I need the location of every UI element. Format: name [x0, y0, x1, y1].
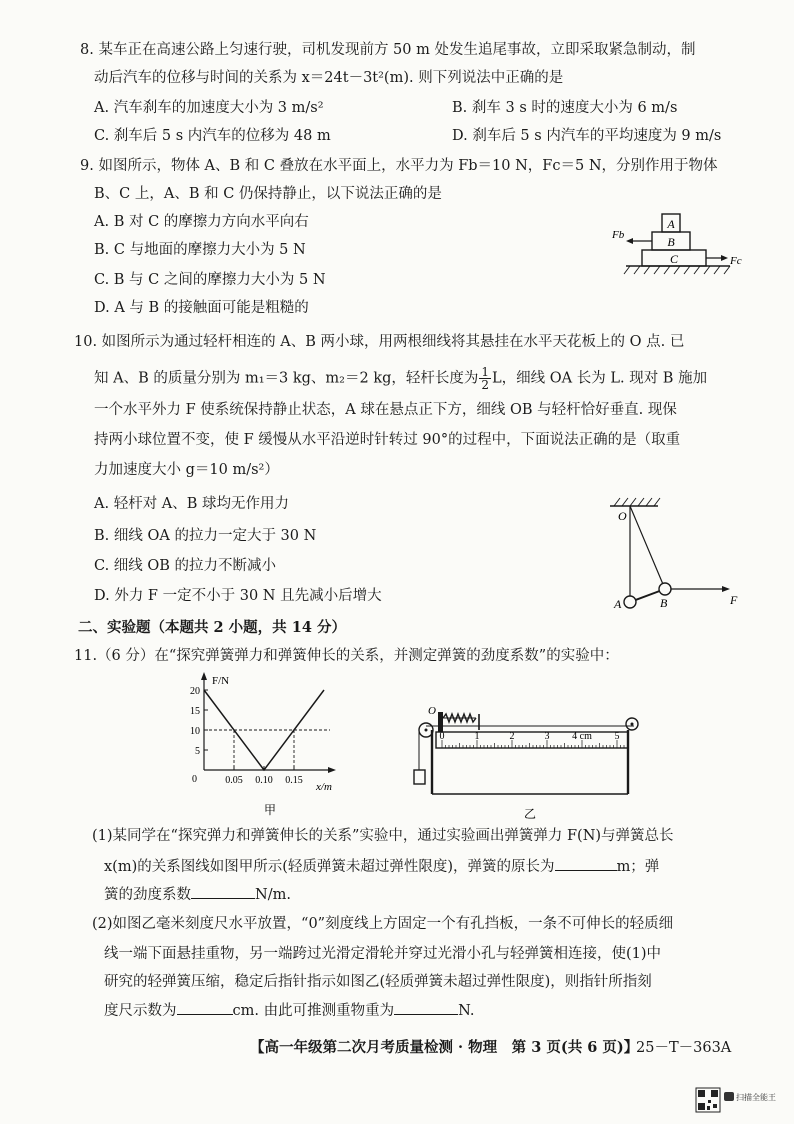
q10-option-a: A. 轻杆对 A、B 球均无作用力	[94, 496, 290, 512]
q10-stem-line2	[94, 366, 707, 391]
x-tick-label: 0.05	[225, 775, 243, 786]
q10-stem-line2-part1: 知 A、B 的质量分别为 m₁＝3 kg、m₂＝2 kg，轻杆长度为	[94, 370, 479, 387]
y-axis-arrowhead	[201, 672, 207, 680]
x-tick-label: 0.15	[285, 775, 303, 786]
force-f-arrowhead	[722, 586, 730, 592]
q11-part1-line1: (1)某同学在“探究弹力和弹簧伸长的关系”实验中，通过实验画出弹簧弹力 F(N)与弹簧总长	[92, 828, 674, 844]
force-fc-label: Fc	[730, 255, 742, 267]
origin-label: 0	[192, 774, 197, 785]
q11-part1-line3-text: 簧的劲度系数	[104, 887, 191, 903]
q11-part2-line4	[104, 1000, 474, 1021]
force-fc-arrowhead	[721, 255, 728, 261]
answer-blank-original-length[interactable]	[555, 856, 617, 871]
string-ob	[630, 506, 665, 589]
q9-stem-line2: B、C 上，A、B 和 C 仍保持静止，以下说法正确的是	[94, 186, 442, 202]
x-axis-label: x/m	[316, 781, 332, 793]
q11-part1-line3	[104, 884, 291, 905]
q8-option-a: A. 汽车刹车的加速度大小为 3 m/s²	[94, 100, 324, 116]
ceiling-hatching	[614, 498, 660, 506]
y-tick-label: 15	[190, 706, 200, 717]
pulley-left-axle	[425, 729, 428, 732]
ball-b-label: B	[660, 596, 668, 610]
q11-part2-line1: (2)如图乙毫米刻度尺水平放置，“0”刻度线上方固定一个有孔挡板，一条不可伸长的轻质细	[92, 916, 674, 932]
ground-hatching	[624, 266, 730, 274]
q10-option-c: C. 细线 OB 的拉力不断减小	[94, 558, 277, 574]
q10-pendulum-figure	[596, 490, 746, 614]
point-o-label: O	[618, 509, 627, 523]
fraction-denominator: 2	[481, 378, 490, 392]
y-tick-label: 20	[190, 686, 200, 697]
figure-jia-caption: 甲	[263, 803, 277, 817]
q10-option-b: B. 细线 OA 的拉力一定大于 30 N	[94, 528, 317, 544]
q8-stem-line2: 动后汽车的位移与时间的关系为 x＝24t－3t²(m). 则下列说法中正确的是	[94, 70, 564, 86]
q10-option-d: D. 外力 F 一定不小于 30 N 且先减小后增大	[94, 588, 382, 604]
q11-part1-line2-unit: m；弹	[616, 859, 660, 875]
q10-stem-line3: 一个水平外力 F 使系统保持静止状态，A 球在悬点正下方，细线 OB 与轻杆恰好垂直. 现保	[94, 402, 677, 418]
reference-dashed-lines	[204, 730, 330, 770]
hanging-weight	[414, 770, 425, 784]
q8-stem-line1: 8. 某车正在高速公路上匀速行驶，司机发现前方 50 m 处发生追尾事故，立即采取紧急制动，制	[80, 42, 696, 58]
q9-option-a: A. B 对 C 的摩擦力方向水平向右	[94, 214, 309, 230]
scanner-app-label: 扫描全能王	[736, 1093, 776, 1102]
q8-option-c: C. 刹车后 5 s 内汽车的位移为 48 m	[94, 128, 331, 144]
block-c-label: C	[669, 252, 679, 266]
q9-stacked-blocks-figure	[606, 208, 756, 288]
q10-stem-line2-part2: L，细线 OA 长为 L. 现对 B 施加	[492, 370, 708, 387]
q8-option-b: B. 刹车 3 s 时的速度大小为 6 m/s	[452, 100, 678, 116]
force-fb-arrowhead	[626, 238, 633, 244]
page-footer-code: 25－T－363A	[636, 1040, 732, 1056]
q9-option-d: D. A 与 B 的接触面可能是粗糙的	[94, 300, 309, 316]
ruler-tick-label: 5	[614, 731, 620, 742]
answer-blank-ruler-reading[interactable]	[177, 1000, 233, 1015]
ruler-tick-label: 4 cm	[572, 731, 592, 742]
ball-a-label: A	[614, 597, 622, 611]
q11-figure-yi-apparatus	[406, 700, 646, 822]
q11-part2-line4-text: 度尺示数为	[104, 1003, 177, 1019]
q11-part2-line4-unit: N.	[458, 1003, 475, 1019]
block-a-label: A	[667, 217, 675, 231]
fraction-numerator: 1	[481, 365, 490, 379]
q8-option-d: D. 刹车后 5 s 内汽车的平均速度为 9 m/s	[452, 128, 722, 144]
ruler-tick-label: 2	[509, 731, 515, 742]
answer-blank-weight[interactable]	[394, 1000, 458, 1015]
q11-stem: 11.（6 分）在“探究弹簧弹力和弹簧伸长的关系，并测定弹簧的劲度系数”的实验中：	[74, 648, 619, 664]
q11-part1-line2	[104, 856, 659, 877]
ruler-tick-label: 1	[474, 731, 480, 742]
q10-stem-line4: 持两小球位置不变，使 F 缓慢从水平沿逆时针转过 90°的过程中，下面说法正确的是（取重	[94, 432, 681, 448]
point-o-label: O	[428, 705, 436, 717]
x-tick-label: 0.10	[255, 775, 273, 786]
section-experiment-title: 二、实验题（本题共 2 小题，共 14 分）	[78, 619, 346, 636]
q11-part2-line4-mid: cm. 由此可推测重物重为	[232, 1003, 395, 1019]
q11-part1-line2-text: x(m)的关系图线如图甲所示(轻质弹簧未超过弹性限度)，弹簧的原长为	[104, 859, 555, 875]
ruler-tick-label: 0	[439, 731, 445, 742]
q9-option-c: C. B 与 C 之间的摩擦力大小为 5 N	[94, 272, 326, 288]
q9-option-b: B. C 与地面的摩擦力大小为 5 N	[94, 242, 306, 258]
ruler-tick-label: 3	[544, 731, 550, 742]
q9-stem-line1: 9. 如图所示，物体 A、B 和 C 叠放在水平面上，水平力为 Fb＝10 N，Fc＝5 N，分别作用于物体	[80, 158, 718, 174]
spring	[443, 714, 476, 722]
y-axis-label: F/N	[212, 675, 230, 687]
force-f-label: F	[730, 593, 738, 607]
y-tick-label: 10	[190, 726, 200, 737]
y-tick-labels	[190, 686, 208, 757]
answer-blank-spring-constant[interactable]	[191, 884, 255, 899]
q11-part1-line3-unit: N/m.	[255, 887, 291, 903]
block-b-label: B	[667, 235, 675, 249]
q10-stem-line1: 10. 如图所示为通过轻杆相连的 A、B 两小球，用两根细线将其悬挂在水平天花板上的 O 点. 已	[74, 334, 685, 350]
ball-a	[624, 596, 636, 608]
x-axis-arrowhead	[328, 767, 336, 773]
y-tick-label: 5	[195, 746, 200, 757]
q10-stem-line5: 力加速度大小 g＝10 m/s²）	[94, 462, 279, 478]
q11-part2-line2: 线一端下面悬挂重物，另一端跨过光滑定滑轮并穿过光滑小孔与轻弹簧相连接，使(1)中	[104, 946, 662, 962]
q11-part2-line3: 研究的轻弹簧压缩，稳定后指针指示如图乙(轻质弹簧未超过弹性限度)，则指针所指刻	[104, 974, 652, 990]
pulley-right-axle	[631, 723, 634, 726]
force-fb-label: Fb	[612, 229, 625, 241]
q10-fraction-half	[479, 366, 491, 391]
ball-b	[659, 583, 671, 595]
figure-yi-caption: 乙	[523, 807, 537, 821]
q11-figure-jia-chart	[180, 670, 360, 820]
page-footer-title: 【高一年级第二次月考质量检测 · 物理 第 3 页(共 6 页)】	[250, 1039, 639, 1056]
